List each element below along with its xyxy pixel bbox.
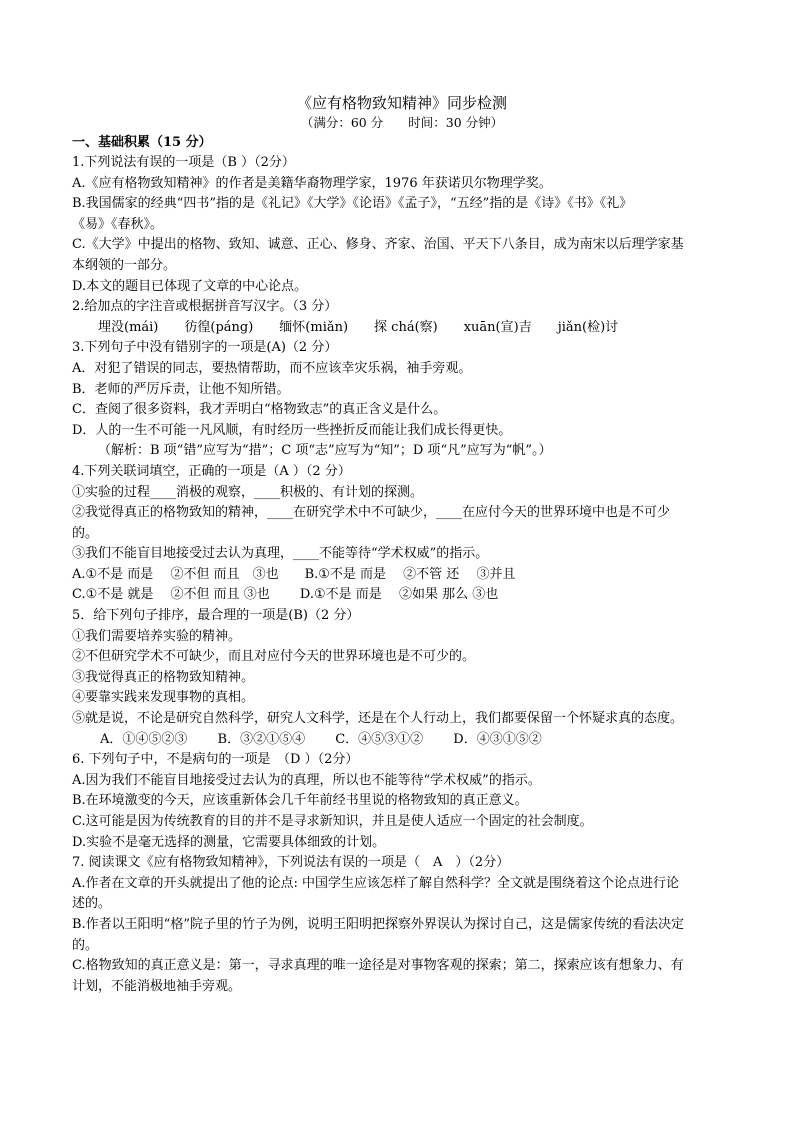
sentence-2-cont: 的。 — [72, 525, 99, 541]
question-7 — [72, 853, 732, 997]
sentence-1: ①实验的过程____消极的观察，____积极的、有计划的探测。 — [72, 484, 424, 500]
sentence-2: ②我觉得真正的格物致知的精神，____在研究学术中不可缺少，____在应付今天的世界环境中也是不可少 — [72, 505, 671, 521]
question-stem: 5．给下列句子排序，最合理的一项是(B)（2 分） — [72, 608, 360, 624]
question-stem: 6. 下列句子中，不是病句的一项是 （D ）（2分） — [72, 752, 359, 768]
option-b: B.在环境激变的今天，应该重新体会几千年前经书里说的格物致知的真正意义。 — [72, 793, 528, 809]
document-title: 《应有格物致知精神》同步检测 — [296, 94, 507, 112]
option-c-cont: 计划，不能消极地袖手旁观。 — [72, 978, 242, 994]
document-page — [72, 93, 732, 997]
option-b: B．老师的严厉斥责，让他不知所错。 — [72, 381, 290, 397]
document-subtitle: （满分：60 分 时间：30 分钟） — [300, 115, 504, 130]
question-stem: 1.下列说法有误的一项是（B ）（2分） — [72, 155, 295, 170]
pinyin-items: 埋没(mái) 彷徨(páng) 缅怀(miǎn) 探 chá(察) xuān(宣)吉 jiǎn(检)讨 — [98, 319, 619, 335]
sentence-3: ③我觉得真正的格物致知精神。 — [72, 669, 255, 685]
option-a: A．对犯了错误的同志，要热情帮助，而不应该幸灾乐祸，袖手旁观。 — [72, 360, 472, 376]
option-a: A.因为我们不能盲目地接受过去认为的真理，所以也不能等待“学术权威”的指示。 — [72, 772, 541, 788]
option-d: D.实验不是毫无选择的测量，它需要具体细致的计划。 — [72, 834, 386, 850]
sentence-3: ③我们不能盲目地接受过去认为真理，____不能等待“学术权威”的指示。 — [72, 546, 489, 562]
sentence-1: ①我们需要培养实验的精神。 — [72, 628, 242, 644]
option-c-cont: 本纲领的一部分。 — [72, 257, 177, 273]
question-stem: 7. 阅读课文《应有格物致知精神》，下列说法有误的一项是（ A ）（2分） — [72, 855, 510, 871]
sentence-5: ⑤就是说，不论是研究自然科学，研究人文科学，还是在个人行动上，我们都要保留一个怀疑求真的态度。 — [72, 711, 684, 727]
question-stem: 2.给加点的字注音或根据拼音写汉字。（3 分） — [72, 299, 338, 315]
option-a: A.作者在文章的开头就提出了他的论点: 中国学生应该怎样了解自然科学？全文就是围绕着这个论点进行论 — [72, 875, 680, 891]
option-b-cont: 《易》《春秋》。 — [72, 216, 164, 232]
option-c: C.格物致知的真正意义是：第一，寻求真理的唯一途径是对事物客观的探索；第二，探索应该有想象力、有 — [72, 958, 684, 974]
question-1 — [72, 153, 732, 297]
option-c: C.这可能是因为传统教育的目的并不是寻求新知识，并且是使人适应一个固定的社会制度。 — [72, 814, 593, 829]
option-a-cont: 述的。 — [72, 896, 112, 912]
option-c: C．查阅了很多资料，我才弄明白“格物致志”的真正含义是什么。 — [72, 402, 447, 418]
question-4 — [72, 462, 732, 606]
question-2 — [72, 297, 732, 338]
sentence-4: ④要靠实践来发现事物的真相。 — [72, 690, 255, 706]
question-6 — [72, 750, 732, 853]
option-d: D．人的一生不可能一凡风顺，有时经历一些挫折反而能让我们成长得更快。 — [72, 422, 512, 438]
answer-explanation: （解析：B 项“错”应写为“措”；C 项“志”应写为“知”；D 项“凡”应写为“帆”。） — [98, 443, 552, 459]
option-c: C.《大学》中提出的格物、致知、诚意、正心、修身、齐家、治国、平天下八条目，成为南宋以后理学家基 — [72, 237, 684, 253]
question-5 — [72, 606, 732, 750]
option-b: B.我国儒家的经典“四书”指的是《礼记》《大学》《论语》《孟子》，“五经”指的是《诗》《书》《礼》 — [72, 196, 633, 212]
options: A．①④⑤②③ B．③②①⑤④ C．④⑤③①② D．④③①⑤② — [100, 731, 542, 747]
options-cd: C.①不是 就是 ②不但 而且 ③也 D.①不是 而是 ②如果 那么 ③也 — [72, 587, 499, 603]
section-heading: 一、基础积累（15 分） — [72, 135, 212, 150]
option-d: D.本文的题目已体现了文章的中心论点。 — [72, 278, 308, 294]
option-b: B.作者以王阳明“格”院子里的竹子为例，说明王阳明把探察外界误认为探讨自己，这是儒家传统的看法决定 — [72, 916, 684, 932]
question-stem: 4.下列关联词填空，正确的一项是（A ）（2 分） — [72, 463, 351, 479]
option-a: A.《应有格物致知精神》的作者是美籍华裔物理学家，1976 年获诺贝尔物理学奖。 — [72, 175, 552, 191]
question-3 — [72, 338, 732, 462]
options-ab: A.①不是 而是 ②不但 而且 ③也 B.①不是 而是 ②不管 还 ③并且 — [72, 566, 516, 582]
option-b-cont: 的。 — [72, 937, 99, 953]
question-stem: 3.下列句子中没有错别字的一项是(A)（2 分） — [72, 340, 338, 356]
sentence-2: ②不但研究学术不可缺少，而且对应付今天的世界环境也是不可少的。 — [72, 649, 476, 665]
